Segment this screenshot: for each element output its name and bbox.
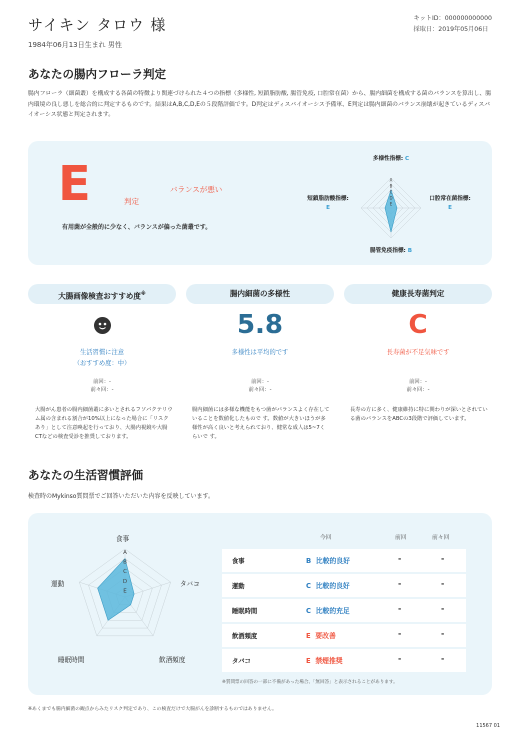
lifestyle-radar-chart — [70, 540, 180, 650]
row-prev2: - — [441, 579, 445, 588]
table-header-prev: 前回 — [395, 535, 407, 541]
radar-tick-label: E — [389, 201, 393, 207]
radar-tick-label: D — [389, 195, 393, 201]
colonoscopy-description: 大腸がん患者の腸内細菌叢に多いとされるフソバクテリウム属の含まれる割合が10%以上になった場合に「リスクあり」として注意喚起を行っており、大腸内視鏡や大腸CTなどの検査受診を推奨しております。 — [35, 407, 173, 440]
radar-tick-label: D — [122, 578, 128, 585]
colonoscopy-title: 大腸画像検査おすすめ度※ — [28, 284, 176, 304]
row-category: 睡眠時間 — [232, 608, 258, 615]
row-prev: - — [398, 579, 402, 588]
row-grade: E 要改善 — [306, 632, 336, 640]
flora-note: 有用菌が全般的に少なく、バランスが偏った菌叢です。 — [62, 224, 212, 231]
row-category: 運動 — [232, 583, 245, 590]
longevity-caption: 長寿菌が不足気味です — [386, 349, 450, 356]
flora-section-title: あなたの腸内フローラ判定 — [28, 67, 166, 81]
birth-info: 1984年06月13日生まれ 男性 — [28, 41, 122, 49]
radar-tick-label: A — [389, 177, 393, 183]
footer-note: ※あくまでも腸内細菌の観点からみたリスク判定であり、この検査だけで大腸がんを診断するものではありません。 — [28, 707, 277, 712]
flora-radar-chart — [360, 168, 422, 248]
table-row — [222, 624, 466, 647]
life-axis-alcohol: 飲酒頻度 — [159, 656, 186, 664]
flora-summary-card — [28, 141, 492, 265]
row-grade: C 比較的充足 — [306, 607, 350, 615]
kit-meta — [414, 13, 492, 35]
smile-face-icon — [94, 317, 111, 334]
row-prev2: - — [441, 604, 445, 613]
flora-grade: E — [58, 156, 91, 212]
balance-label: バランスが悪い — [170, 185, 223, 194]
radar-axis-oral: 口腔常在菌指標: E — [429, 196, 471, 211]
radar-axis-scfa: 短鎖脂肪酸指標: E — [307, 196, 349, 211]
flora-intro: 腸内フローラ（細菌叢）を構成する各菌の特徴より関連づけられた４つの指標（多様性, 短鎖脂肪酸, 腸管免疫, 口腔常在菌）から、腸内細菌を構成する菌のバランスを算出し、腸内環境の良し悪しを総合的に判定するものです。結果はA,B,C,D,Eの５段階評価です。D判定はディスバイオーシス予備軍、E判定は腸内細菌のバランス崩壊が起きているディスバイオーシス状態と判定されます。 — [28, 91, 492, 118]
radar-tick-label: C — [123, 569, 127, 576]
life-axis-sleep: 睡眠時間 — [58, 656, 85, 664]
radar-axis-immune: 腸管免疫指標: B — [369, 248, 413, 254]
table-note: ※質問票の回答の一部に不備があった場合、「無回答」と表示されることがあります。 — [222, 680, 398, 685]
row-grade: C 比較的良好 — [306, 582, 350, 590]
radar-tick-label: B — [123, 559, 127, 566]
row-prev2: - — [441, 554, 445, 563]
radar-tick-label: A — [123, 549, 127, 556]
radar-axis-diversity: 多様性指標: C — [372, 156, 410, 162]
row-prev2: - — [441, 654, 445, 663]
row-prev: - — [398, 654, 402, 663]
table-header-current: 今回 — [320, 535, 332, 541]
life-axis-diet: 食事 — [116, 535, 130, 543]
colonoscopy-history: 前回：- 前々回：- — [90, 379, 114, 393]
diversity-description: 腸内細菌には多様な機能をもつ菌がバランスよく存在していることを数値化したもので す。数値が大きいほうが多様性が高く良いと考えられており、健常な成人は5~7くらいで す。 — [192, 407, 330, 440]
radar-tick-label: C — [389, 189, 393, 195]
longevity-description: 長寿の方に多く、健康維持に特に関わりが深いとされている菌のバランスをABCの3段階で評価しています。 — [350, 407, 488, 422]
row-prev: - — [398, 604, 402, 613]
row-prev: - — [398, 629, 402, 638]
flora-grade-suffix: 判定 — [124, 197, 139, 206]
longevity-history: 前回：- 前々回：- — [406, 379, 430, 393]
table-row — [222, 574, 466, 597]
patient-name: サイキン タロウ 様 — [28, 16, 167, 34]
radar-tick-label: B — [389, 183, 393, 189]
diversity-caption: 多様性は平均的です — [231, 349, 289, 356]
colonoscopy-value: 生活習慣に注意 （おすすめ度：中） — [73, 349, 131, 367]
row-category: 飲酒頻度 — [232, 633, 258, 640]
row-prev2: - — [441, 629, 445, 638]
row-prev: - — [398, 554, 402, 563]
page-number: 11567 01 — [476, 723, 500, 729]
table-header-prev2: 前々回 — [432, 535, 450, 541]
diversity-title: 腸内細菌の多様性 — [186, 284, 334, 304]
diversity-history: 前回：- 前々回：- — [248, 379, 272, 393]
row-grade: E 禁煙推奨 — [306, 657, 343, 665]
kit-id: キットID：000000000000 — [413, 15, 492, 22]
lifestyle-section-title: あなたの生活習慣評価 — [28, 468, 143, 482]
radar-score-area — [98, 559, 135, 621]
row-category: タバコ — [232, 658, 251, 665]
table-row — [222, 549, 466, 572]
radar-tick-label: E — [123, 588, 127, 595]
life-axis-exercise: 運動 — [51, 580, 65, 588]
table-row — [222, 599, 466, 622]
table-row — [222, 649, 466, 672]
longevity-value: C — [408, 310, 428, 340]
row-category: 食事 — [232, 558, 245, 565]
life-axis-tobacco: タバコ — [180, 580, 200, 588]
diversity-value: 5.8 — [236, 310, 284, 340]
longevity-title: 健康長寿菌判定 — [344, 284, 492, 304]
lifestyle-subtitle: 検査時のMykinso質問票でご回答いただいた内容を反映しています。 — [28, 493, 214, 500]
row-grade: B 比較的良好 — [306, 557, 350, 565]
collection-date: 採取日：2019年05月06日 — [413, 26, 489, 33]
